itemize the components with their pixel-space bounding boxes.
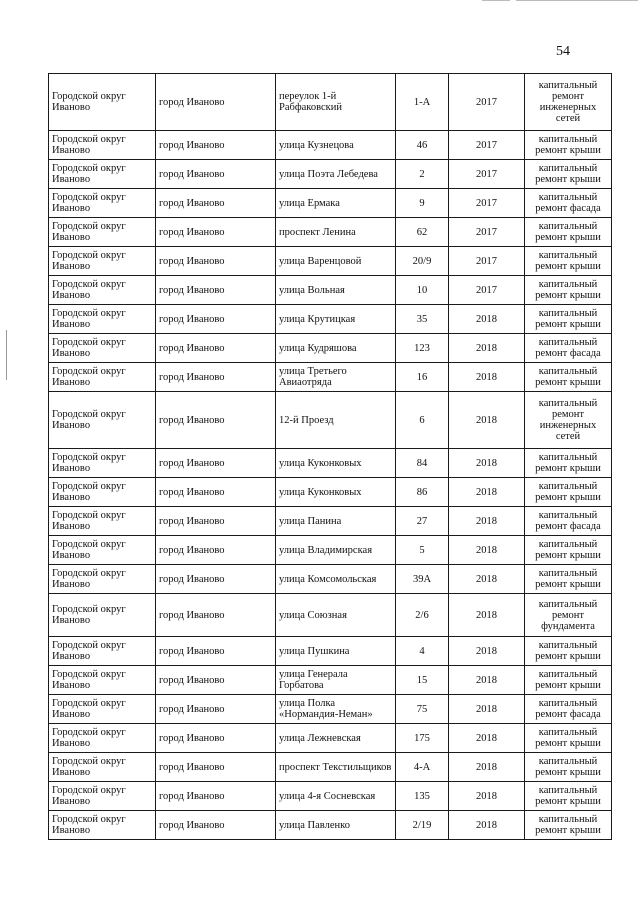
district-cell: Городской округ Иваново: [49, 363, 156, 392]
house-cell: 5: [396, 536, 449, 565]
district-cell: Городской округ Иваново: [49, 74, 156, 131]
scan-margin-mark: [6, 330, 7, 380]
city-cell: город Иваново: [156, 565, 276, 594]
table-row: [49, 724, 612, 753]
city-cell: город Иваново: [156, 218, 276, 247]
work-type-cell: капитальный ремонт инженерных сетей: [525, 74, 612, 131]
table-row: [49, 218, 612, 247]
work-type-cell: капитальный ремонт крыши: [525, 276, 612, 305]
district-cell: Городской округ Иваново: [49, 334, 156, 363]
street-cell: улица Куконковых: [276, 449, 396, 478]
work-type-cell: капитальный ремонт фундамента: [525, 594, 612, 637]
street-cell: улица Союзная: [276, 594, 396, 637]
work-type-cell: капитальный ремонт крыши: [525, 247, 612, 276]
year-cell: 2018: [449, 536, 525, 565]
district-cell: Городской округ Иваново: [49, 507, 156, 536]
work-type-cell: капитальный ремонт крыши: [525, 160, 612, 189]
work-type-cell: капитальный ремонт крыши: [525, 218, 612, 247]
scan-edge-line: [482, 0, 510, 1]
work-type-cell: капитальный ремонт крыши: [525, 666, 612, 695]
table-row: [49, 695, 612, 724]
city-cell: город Иваново: [156, 724, 276, 753]
district-cell: Городской округ Иваново: [49, 189, 156, 218]
district-cell: Городской округ Иваново: [49, 449, 156, 478]
year-cell: 2017: [449, 189, 525, 218]
city-cell: город Иваново: [156, 363, 276, 392]
work-type-cell: капитальный ремонт фасада: [525, 695, 612, 724]
city-cell: город Иваново: [156, 247, 276, 276]
district-cell: Городской округ Иваново: [49, 724, 156, 753]
table-row: [49, 131, 612, 160]
house-cell: 2/19: [396, 811, 449, 840]
year-cell: 2018: [449, 666, 525, 695]
street-cell: 12-й Проезд: [276, 392, 396, 449]
house-cell: 62: [396, 218, 449, 247]
year-cell: 2018: [449, 753, 525, 782]
year-cell: 2018: [449, 363, 525, 392]
year-cell: 2018: [449, 637, 525, 666]
year-cell: 2018: [449, 392, 525, 449]
city-cell: город Иваново: [156, 160, 276, 189]
table-row: [49, 334, 612, 363]
street-cell: улица Владимирская: [276, 536, 396, 565]
year-cell: 2017: [449, 74, 525, 131]
street-cell: переулок 1-й Рабфаковский: [276, 74, 396, 131]
year-cell: 2018: [449, 695, 525, 724]
house-cell: 75: [396, 695, 449, 724]
city-cell: город Иваново: [156, 782, 276, 811]
city-cell: город Иваново: [156, 478, 276, 507]
house-cell: 86: [396, 478, 449, 507]
table-row: [49, 160, 612, 189]
district-cell: Городской округ Иваново: [49, 276, 156, 305]
year-cell: 2017: [449, 218, 525, 247]
year-cell: 2018: [449, 478, 525, 507]
house-cell: 6: [396, 392, 449, 449]
district-cell: Городской округ Иваново: [49, 666, 156, 695]
district-cell: Городской округ Иваново: [49, 536, 156, 565]
year-cell: 2017: [449, 276, 525, 305]
street-cell: улица Ермака: [276, 189, 396, 218]
work-type-cell: капитальный ремонт крыши: [525, 363, 612, 392]
work-type-cell: капитальный ремонт инженерных сетей: [525, 392, 612, 449]
year-cell: 2018: [449, 724, 525, 753]
district-cell: Городской округ Иваново: [49, 131, 156, 160]
table-row: [49, 478, 612, 507]
work-type-cell: капитальный ремонт крыши: [525, 449, 612, 478]
table-row: [49, 74, 612, 131]
house-cell: 4: [396, 637, 449, 666]
year-cell: 2018: [449, 565, 525, 594]
year-cell: 2017: [449, 160, 525, 189]
table-row: [49, 594, 612, 637]
street-cell: улица Вольная: [276, 276, 396, 305]
table-row: [49, 507, 612, 536]
city-cell: город Иваново: [156, 666, 276, 695]
city-cell: город Иваново: [156, 811, 276, 840]
street-cell: улица Крутицкая: [276, 305, 396, 334]
work-type-cell: капитальный ремонт фасада: [525, 334, 612, 363]
work-type-cell: капитальный ремонт крыши: [525, 637, 612, 666]
district-cell: Городской округ Иваново: [49, 478, 156, 507]
table-row: [49, 189, 612, 218]
city-cell: город Иваново: [156, 753, 276, 782]
table-row: [49, 753, 612, 782]
district-cell: Городской округ Иваново: [49, 392, 156, 449]
district-cell: Городской округ Иваново: [49, 695, 156, 724]
street-cell: улица Панина: [276, 507, 396, 536]
street-cell: улица Поэта Лебедева: [276, 160, 396, 189]
table-row: [49, 363, 612, 392]
city-cell: город Иваново: [156, 74, 276, 131]
work-type-cell: капитальный ремонт крыши: [525, 536, 612, 565]
table-row: [49, 637, 612, 666]
street-cell: улица 4-я Сосневская: [276, 782, 396, 811]
table-row: [49, 536, 612, 565]
house-cell: 39А: [396, 565, 449, 594]
year-cell: 2018: [449, 811, 525, 840]
street-cell: улица Комсомольская: [276, 565, 396, 594]
city-cell: город Иваново: [156, 392, 276, 449]
table-row: [49, 276, 612, 305]
house-cell: 10: [396, 276, 449, 305]
city-cell: город Иваново: [156, 507, 276, 536]
street-cell: улица Полка «Нормандия-Неман»: [276, 695, 396, 724]
city-cell: город Иваново: [156, 536, 276, 565]
city-cell: город Иваново: [156, 276, 276, 305]
scan-edge-line: [516, 0, 638, 1]
street-cell: проспект Ленина: [276, 218, 396, 247]
house-cell: 2: [396, 160, 449, 189]
house-cell: 46: [396, 131, 449, 160]
district-cell: Городской округ Иваново: [49, 160, 156, 189]
city-cell: город Иваново: [156, 189, 276, 218]
district-cell: Городской округ Иваново: [49, 565, 156, 594]
table-row: [49, 305, 612, 334]
house-cell: 2/6: [396, 594, 449, 637]
city-cell: город Иваново: [156, 334, 276, 363]
street-cell: улица Кузнецова: [276, 131, 396, 160]
year-cell: 2017: [449, 247, 525, 276]
house-cell: 1-А: [396, 74, 449, 131]
district-cell: Городской округ Иваново: [49, 637, 156, 666]
district-cell: Городской округ Иваново: [49, 594, 156, 637]
house-cell: 4-А: [396, 753, 449, 782]
work-type-cell: капитальный ремонт крыши: [525, 753, 612, 782]
street-cell: улица Пушкина: [276, 637, 396, 666]
work-type-cell: капитальный ремонт крыши: [525, 782, 612, 811]
page-number: 54: [556, 44, 570, 59]
city-cell: город Иваново: [156, 449, 276, 478]
street-cell: улица Варенцовой: [276, 247, 396, 276]
street-cell: улица Лежневская: [276, 724, 396, 753]
year-cell: 2018: [449, 449, 525, 478]
table-row: [49, 666, 612, 695]
work-type-cell: капитальный ремонт крыши: [525, 811, 612, 840]
house-cell: 175: [396, 724, 449, 753]
year-cell: 2018: [449, 507, 525, 536]
city-cell: город Иваново: [156, 131, 276, 160]
table-row: [49, 811, 612, 840]
house-cell: 9: [396, 189, 449, 218]
work-type-cell: капитальный ремонт крыши: [525, 131, 612, 160]
district-cell: Городской округ Иваново: [49, 811, 156, 840]
street-cell: улица Третьего Авиаотряда: [276, 363, 396, 392]
year-cell: 2018: [449, 305, 525, 334]
house-cell: 135: [396, 782, 449, 811]
house-cell: 16: [396, 363, 449, 392]
street-cell: улица Кудряшова: [276, 334, 396, 363]
work-type-cell: капитальный ремонт крыши: [525, 724, 612, 753]
work-type-cell: капитальный ремонт фасада: [525, 507, 612, 536]
street-cell: проспект Текстильщиков: [276, 753, 396, 782]
year-cell: 2017: [449, 131, 525, 160]
house-cell: 27: [396, 507, 449, 536]
repair-register-table: [48, 73, 612, 840]
year-cell: 2018: [449, 594, 525, 637]
district-cell: Городской округ Иваново: [49, 305, 156, 334]
house-cell: 35: [396, 305, 449, 334]
year-cell: 2018: [449, 334, 525, 363]
city-cell: город Иваново: [156, 637, 276, 666]
table-row: [49, 782, 612, 811]
table-row: [49, 449, 612, 478]
table-row: [49, 565, 612, 594]
work-type-cell: капитальный ремонт крыши: [525, 478, 612, 507]
table-row: [49, 247, 612, 276]
district-cell: Городской округ Иваново: [49, 247, 156, 276]
district-cell: Городской округ Иваново: [49, 753, 156, 782]
district-cell: Городской округ Иваново: [49, 782, 156, 811]
street-cell: улица Генерала Горбатова: [276, 666, 396, 695]
house-cell: 20/9: [396, 247, 449, 276]
city-cell: город Иваново: [156, 305, 276, 334]
street-cell: улица Куконковых: [276, 478, 396, 507]
city-cell: город Иваново: [156, 594, 276, 637]
work-type-cell: капитальный ремонт крыши: [525, 305, 612, 334]
district-cell: Городской округ Иваново: [49, 218, 156, 247]
year-cell: 2018: [449, 782, 525, 811]
work-type-cell: капитальный ремонт фасада: [525, 189, 612, 218]
house-cell: 15: [396, 666, 449, 695]
table-row: [49, 392, 612, 449]
street-cell: улица Павленко: [276, 811, 396, 840]
city-cell: город Иваново: [156, 695, 276, 724]
work-type-cell: капитальный ремонт крыши: [525, 565, 612, 594]
house-cell: 123: [396, 334, 449, 363]
house-cell: 84: [396, 449, 449, 478]
